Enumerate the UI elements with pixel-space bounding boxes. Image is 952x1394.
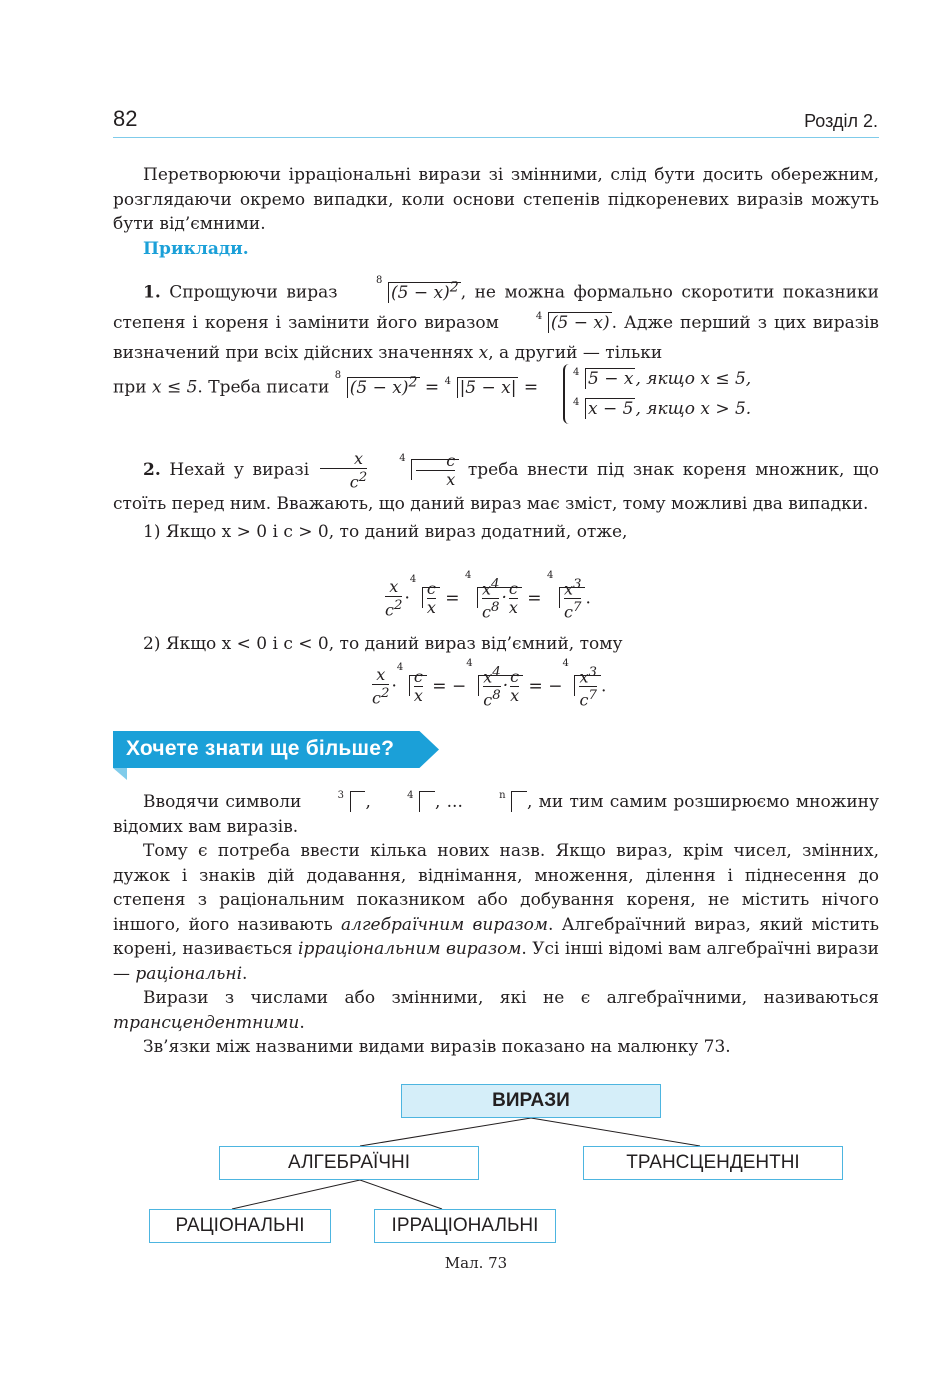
node-expressions: ВИРАЗИ: [401, 1084, 661, 1118]
formula-root4: 4 (5 − x): [535, 310, 610, 333]
node-algebraic: АЛГЕБРАЇЧНІ: [219, 1146, 479, 1180]
example-2: [113, 450, 879, 545]
example-1: [113, 272, 879, 368]
formula-case2: $\frac{x}{c^2}$ · 4 $\frac{c}{x}$ = − 4 $\frac{x^4}{c^8}$ · $\frac{c}{x}$ = − 4 $\frac{x^3}{c^7}$ .: [372, 658, 607, 710]
example-1-text: 1. Спрощуючи вираз 8 $(5 - x)^2$ , не можна формально скоротити показники степеня і кореня і замінити його виразом 4 (5 − x) . Адже перший з цих виразів визначений при всіх дійсних значеннях x, а другий — тільки: [113, 272, 879, 368]
more-block: [113, 790, 879, 1060]
expressions-diagram: [0, 1080, 952, 1260]
more-p4: Зв’язки між названими видами виразів показано на малюнку 73.: [143, 1037, 731, 1057]
node-transcendental: ТРАНСЦЕНДЕНТНІ: [583, 1146, 843, 1180]
example-2-case2-block: [113, 632, 879, 657]
example-2-case2: 2) Якщо x < 0 і c < 0, то даний вираз від’ємний, тому: [143, 634, 623, 654]
formula-case1: $\frac{x}{c^2}$ · 4 $\frac{c}{x}$ = 4 $\frac{x^4}{c^8}$ · $\frac{c}{x}$ = 4 $\frac{x^3}{c^7}$ .: [385, 570, 591, 622]
know-more-title: Хочете знати ще більше?: [126, 737, 395, 760]
node-irrational: ІРРАЦІОНАЛЬНІ: [374, 1209, 556, 1243]
more-p1: Вводячи символи 3 , 4 , ... n , ми тим самим розширюємо множину відомих вам виразів.: [113, 790, 879, 837]
piecewise-cases: 4 5 − x , якщо x ≤ 5, 4 x − 5 , якщо x > 5.: [563, 364, 751, 424]
section-label: Розділ 2.: [804, 111, 878, 131]
more-p2: Тому є потреба ввести кілька нових назв. Якщо вираз, крім чисел, змінних, дужок і знаків дій додавання, віднімання, множення, ділення і піднесення до степеня з раціональним показником або добування кореня, не містить нічого іншого, його називають алгебраїчним виразом. Алгебраїчний вираз, який містить корені, називається ірраціональним виразом. Усі інші відомі вам алгебраїчні вирази — раціональні.: [113, 841, 880, 984]
example-2-case1: 1) Якщо x > 0 і c > 0, то даний вираз додатний, отже,: [143, 522, 628, 543]
more-p3: Вирази з числами або змінними, які не є алгебраїчними, називаються трансцендентними.: [113, 988, 879, 1033]
page-number: 82: [113, 106, 138, 131]
figure-caption: Мал. 73: [444, 1254, 508, 1272]
intro-paragraph: Перетворюючи ірраціональні вирази зі змінними, слід бути досить обережним, розглядаючи окремо випадки, коли основи степенів підкореневих виразів можуть бути від’ємними.: [113, 165, 879, 234]
examples-heading: Приклади.: [143, 238, 249, 259]
banner-notch: [113, 768, 127, 780]
header-divider: [113, 137, 879, 138]
intro-block: [113, 163, 879, 261]
formula-root8: 8 $(5 - x)^2$: [375, 275, 459, 303]
node-rational: РАЦІОНАЛЬНІ: [149, 1209, 331, 1243]
example-1-formula-line: при x ≤ 5. Треба писати 8 $(5 - x)^2$ = 4 |5 − x| =: [113, 370, 539, 398]
example-2-text: 2. Нехай у виразі $\frac{x}{c^2}$ 4 $\frac{c}{x}$ треба внести під знак кореня множник, що стоїть перед ним. Вважають, що даний вираз має зміст, тому можливі два випадки.: [113, 449, 879, 515]
